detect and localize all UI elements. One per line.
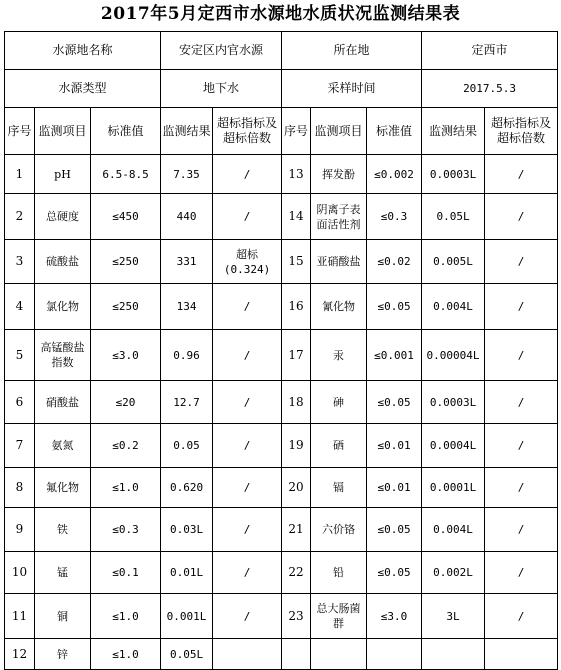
table-row [5,552,558,594]
right-seq-cell: 21 [282,508,311,552]
right-item-cell: 镉 [311,468,367,508]
left-seq-cell: 5 [5,330,35,381]
table-row [5,594,558,639]
right-result-cell: 0.005L [422,240,485,284]
monitoring-results-table [4,31,558,670]
right-seq-cell: 23 [282,594,311,639]
right-result-cell: 0.0003L [422,381,485,424]
right-exceed-cell: / [485,468,558,508]
left-seq-cell: 2 [5,194,35,240]
right-item-cell: 氰化物 [311,284,367,330]
right-seq-cell: 15 [282,240,311,284]
left-result-cell: 0.96 [161,330,213,381]
left-exceed-cell: / [213,194,282,240]
left-exceed-cell: / [213,594,282,639]
header-result-right: 监测结果 [422,108,485,155]
source-name-label: 水源地名称 [5,32,161,70]
sample-time-label: 采样时间 [282,70,422,108]
right-standard-cell: ≤0.001 [367,330,422,381]
source-name-value: 安定区内官水源 [161,32,282,70]
right-item-cell: 挥发酚 [311,155,367,194]
right-exceed-cell: / [485,424,558,468]
info-row-name [5,32,558,70]
right-result-cell: 0.0003L [422,155,485,194]
left-standard-cell: ≤250 [91,240,161,284]
right-result-cell: 0.0001L [422,468,485,508]
left-item-cell: 氟化物 [35,468,91,508]
left-item-cell: 高锰酸盐指数 [35,330,91,381]
right-exceed-cell [485,639,558,670]
table-row [5,468,558,508]
right-result-cell [422,639,485,670]
right-result-cell: 0.004L [422,284,485,330]
right-exceed-cell: / [485,594,558,639]
left-standard-cell: ≤20 [91,381,161,424]
right-result-cell: 3L [422,594,485,639]
table-row [5,284,558,330]
left-standard-cell: ≤450 [91,194,161,240]
right-exceed-cell: / [485,381,558,424]
left-item-cell: 总硬度 [35,194,91,240]
right-item-cell: 铅 [311,552,367,594]
header-standard-left: 标准值 [91,108,161,155]
right-result-cell: 0.00004L [422,330,485,381]
table-row [5,381,558,424]
right-standard-cell [367,639,422,670]
left-item-cell: pH [35,155,91,194]
left-result-cell: 0.03L [161,508,213,552]
right-item-cell [311,639,367,670]
left-standard-cell: ≤0.1 [91,552,161,594]
header-exceed-right: 超标指标及超标倍数 [485,108,558,155]
header-exceed-left: 超标指标及超标倍数 [213,108,282,155]
left-exceed-cell: / [213,468,282,508]
right-seq-cell: 18 [282,381,311,424]
right-item-cell: 硒 [311,424,367,468]
left-item-cell: 氯化物 [35,284,91,330]
left-standard-cell: ≤0.3 [91,508,161,552]
table-row [5,330,558,381]
right-standard-cell: ≤0.3 [367,194,422,240]
left-result-cell: 331 [161,240,213,284]
left-result-cell: 440 [161,194,213,240]
left-exceed-cell: 超标(0.324) [213,240,282,284]
left-item-cell: 铁 [35,508,91,552]
right-seq-cell [282,639,311,670]
right-standard-cell: ≤0.01 [367,424,422,468]
right-exceed-cell: / [485,240,558,284]
left-seq-cell: 6 [5,381,35,424]
left-exceed-cell: / [213,284,282,330]
right-seq-cell: 20 [282,468,311,508]
source-type-label: 水源类型 [5,70,161,108]
table-row [5,424,558,468]
source-type-value: 地下水 [161,70,282,108]
left-seq-cell: 10 [5,552,35,594]
header-item-right: 监测项目 [311,108,367,155]
left-standard-cell: ≤1.0 [91,468,161,508]
location-value: 定西市 [422,32,558,70]
left-result-cell: 0.620 [161,468,213,508]
right-standard-cell: ≤0.02 [367,240,422,284]
right-exceed-cell: / [485,194,558,240]
sample-time-value: 2017.5.3 [422,70,558,108]
right-standard-cell: ≤0.05 [367,552,422,594]
left-standard-cell: ≤250 [91,284,161,330]
left-result-cell: 0.01L [161,552,213,594]
right-exceed-cell: / [485,284,558,330]
left-seq-cell: 8 [5,468,35,508]
header-seq-left: 序号 [5,108,35,155]
right-exceed-cell: / [485,508,558,552]
right-result-cell: 0.004L [422,508,485,552]
right-seq-cell: 22 [282,552,311,594]
left-exceed-cell: / [213,381,282,424]
right-item-cell: 亚硝酸盐 [311,240,367,284]
table-row [5,639,558,670]
header-result-left: 监测结果 [161,108,213,155]
right-item-cell: 砷 [311,381,367,424]
right-result-cell: 0.002L [422,552,485,594]
left-seq-cell: 3 [5,240,35,284]
left-exceed-cell: / [213,155,282,194]
right-item-cell: 总大肠菌群 [311,594,367,639]
right-seq-cell: 19 [282,424,311,468]
header-seq-right: 序号 [282,108,311,155]
table-row [5,240,558,284]
left-result-cell: 134 [161,284,213,330]
left-item-cell: 硫酸盐 [35,240,91,284]
left-standard-cell: ≤1.0 [91,639,161,670]
right-item-cell: 汞 [311,330,367,381]
left-item-cell: 铜 [35,594,91,639]
left-result-cell: 12.7 [161,381,213,424]
right-standard-cell: ≤0.05 [367,381,422,424]
right-seq-cell: 16 [282,284,311,330]
left-item-cell: 锌 [35,639,91,670]
left-result-cell: 7.35 [161,155,213,194]
location-label: 所在地 [282,32,422,70]
left-seq-cell: 11 [5,594,35,639]
right-result-cell: 0.0004L [422,424,485,468]
table-row [5,155,558,194]
left-seq-cell: 1 [5,155,35,194]
left-result-cell: 0.05L [161,639,213,670]
left-item-cell: 硝酸盐 [35,381,91,424]
left-seq-cell: 4 [5,284,35,330]
left-seq-cell: 7 [5,424,35,468]
right-exceed-cell: / [485,155,558,194]
left-exceed-cell: / [213,424,282,468]
left-result-cell: 0.05 [161,424,213,468]
left-exceed-cell: / [213,330,282,381]
page-title: 2017年5月定西市水源地水质状况监测结果表 [100,4,461,24]
left-exceed-cell [213,639,282,670]
left-standard-cell: ≤3.0 [91,330,161,381]
left-result-cell: 0.001L [161,594,213,639]
left-seq-cell: 9 [5,508,35,552]
right-standard-cell: ≤0.05 [367,284,422,330]
right-seq-cell: 17 [282,330,311,381]
right-exceed-cell: / [485,330,558,381]
right-standard-cell: ≤0.002 [367,155,422,194]
right-item-cell: 六价铬 [311,508,367,552]
left-item-cell: 锰 [35,552,91,594]
left-item-cell: 氨氮 [35,424,91,468]
right-standard-cell: ≤3.0 [367,594,422,639]
right-seq-cell: 14 [282,194,311,240]
right-standard-cell: ≤0.01 [367,468,422,508]
info-row-type [5,70,558,108]
header-item-left: 监测项目 [35,108,91,155]
column-header-row [5,108,558,155]
right-seq-cell: 13 [282,155,311,194]
left-standard-cell: 6.5-8.5 [91,155,161,194]
table-row [5,508,558,552]
right-result-cell: 0.05L [422,194,485,240]
left-exceed-cell: / [213,552,282,594]
left-standard-cell: ≤0.2 [91,424,161,468]
left-exceed-cell: / [213,508,282,552]
right-exceed-cell: / [485,552,558,594]
left-seq-cell: 12 [5,639,35,670]
header-standard-right: 标准值 [367,108,422,155]
left-standard-cell: ≤1.0 [91,594,161,639]
right-standard-cell: ≤0.05 [367,508,422,552]
right-item-cell: 阴离子表面活性剂 [311,194,367,240]
table-row [5,194,558,240]
